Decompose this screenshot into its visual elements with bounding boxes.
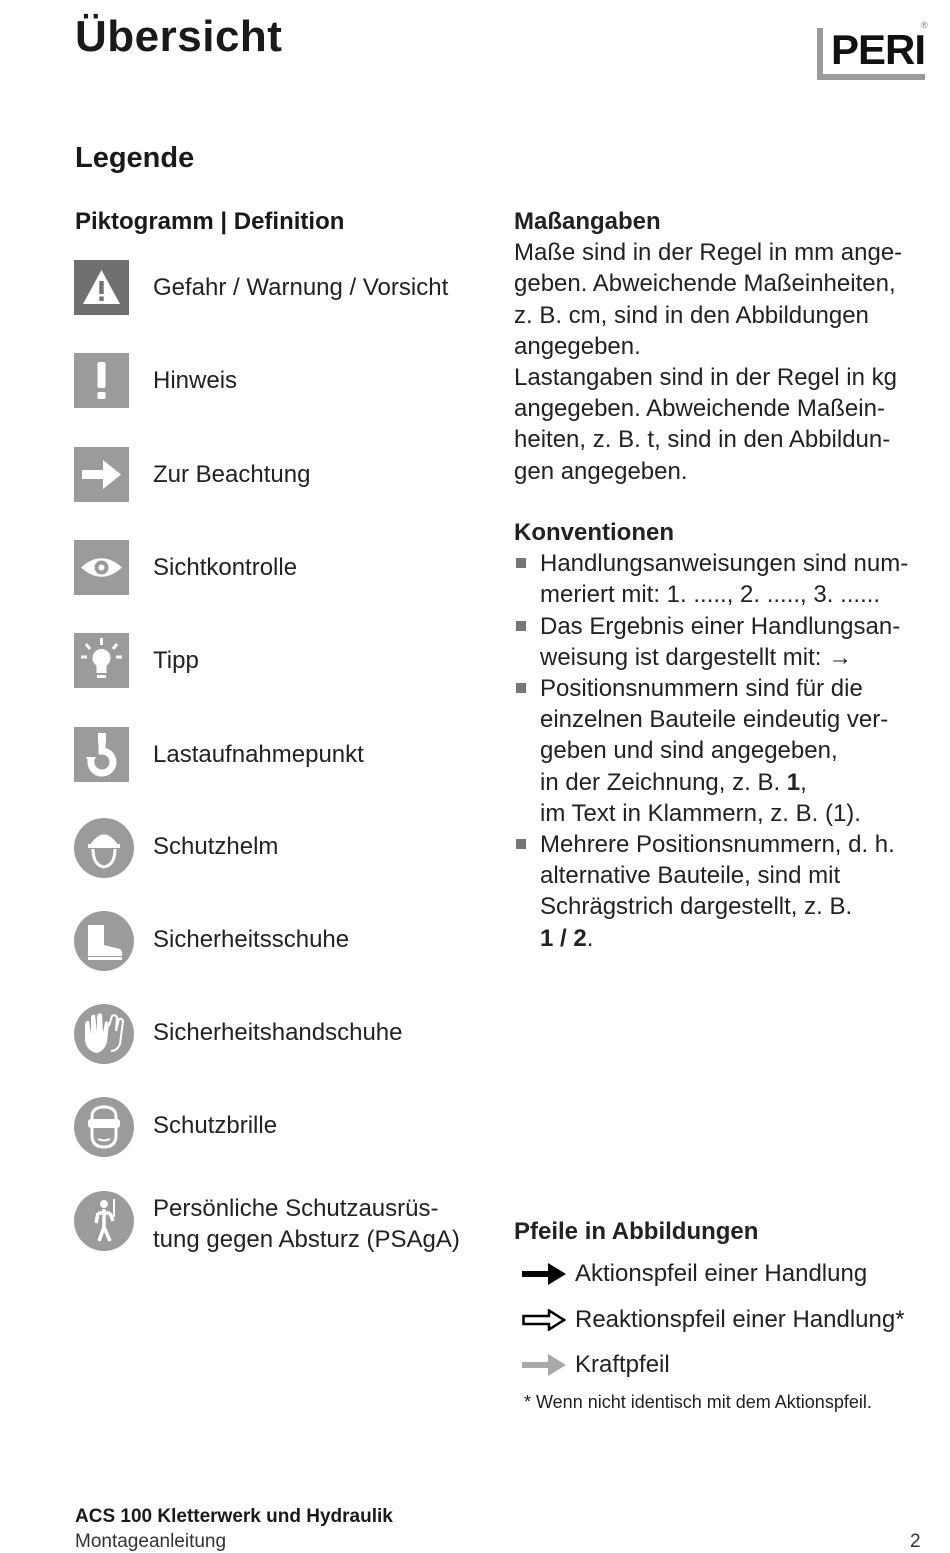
pictogram-row-tipp <box>74 633 494 689</box>
text-line: gen angegeben. <box>514 457 688 485</box>
arrow-legend-label: Kraftpfeil <box>575 1351 670 1378</box>
arrow-legend-row <box>522 1348 942 1388</box>
arrow-legend-label: Reaktionspfeil einer Handlung* <box>575 1306 905 1333</box>
text-line: Schrägstrich dargestellt, z. B. <box>540 893 853 921</box>
page-title: Übersicht <box>75 12 283 61</box>
safety-boot-icon <box>74 911 134 971</box>
pictogram-row-psaga <box>74 1191 494 1261</box>
bullet-square-icon <box>516 683 526 693</box>
pictogram-row-lastaufnahme <box>74 727 494 783</box>
text-fragment: in der Zeichnung, z. B. <box>540 768 787 796</box>
warning-triangle-icon <box>74 260 129 315</box>
pictogram-label: Zur Beachtung <box>153 461 311 488</box>
crane-hook-icon <box>74 727 129 782</box>
text-line: meriert mit: 1. ....., 2. ....., 3. ...... <box>540 581 881 609</box>
harness-icon <box>74 1191 134 1251</box>
text-line: Das Ergebnis einer Handlungsan- <box>540 612 901 640</box>
bullet-square-icon <box>516 621 526 631</box>
text-line: im Text in Klammern, z. B. (1). <box>540 799 861 827</box>
pictogram-label: Sicherheitshandschuhe <box>153 1019 403 1046</box>
action-arrow-icon <box>522 1263 566 1285</box>
page-number: 2 <box>910 1531 921 1552</box>
konventionen-list <box>514 548 934 954</box>
konventionen-section <box>514 517 934 954</box>
text-fragment: . <box>586 924 594 952</box>
logo-registered-mark: ® <box>921 20 928 30</box>
pictogram-label <box>153 1193 460 1255</box>
text-line: weisung ist dargestellt mit: → <box>540 643 853 671</box>
konventionen-heading: Konventionen <box>514 519 674 546</box>
peri-logo <box>817 18 931 80</box>
pictogram-label: Schutzhelm <box>153 833 279 860</box>
text-line <box>540 923 934 954</box>
goggles-icon <box>74 1097 134 1157</box>
pfeile-heading-text: Pfeile in Abbildungen <box>514 1218 759 1245</box>
logo-text: PERI <box>831 26 926 73</box>
pictogram-label: Schutzbrille <box>153 1112 278 1139</box>
massangaben-heading: Maßangaben <box>514 208 661 235</box>
footnote: * Wenn nicht identisch mit dem Aktionspfeil. <box>524 1392 872 1412</box>
footer-subtitle: Montageanleitung <box>75 1531 227 1552</box>
text-line: Handlungsanweisungen sind num- <box>540 550 909 578</box>
pictogram-row-schutzhelm <box>74 818 494 874</box>
list-item <box>514 829 934 954</box>
pictogram-label: Sicherheitsschuhe <box>153 926 350 953</box>
pictogram-row-handschuhe <box>74 1004 494 1060</box>
text-line: z. B. cm, sind in den Abbildungen <box>514 301 869 329</box>
bullet-square-icon <box>516 558 526 568</box>
pictogram-label: Tipp <box>153 647 199 674</box>
pictogram-row-schutzbrille <box>74 1097 494 1153</box>
force-arrow-icon <box>522 1354 566 1376</box>
arrow-legend-label: Aktionspfeil einer Handlung <box>575 1260 868 1287</box>
pictogram-row-hinweis <box>74 353 494 409</box>
pictogram-label: Sichtkontrolle <box>153 554 298 581</box>
text-line: geben. Abweichende Maßeinheiten, <box>514 270 896 298</box>
pictogram-label: Hinweis <box>153 367 238 394</box>
list-item <box>514 611 934 673</box>
text-line: angegeben. Abweichende Maßein- <box>514 395 885 423</box>
text-line: alternative Bauteile, sind mit <box>540 862 841 890</box>
pictogram-row-beachtung <box>74 447 494 503</box>
pictogram-row-sichtkontrolle <box>74 540 494 596</box>
pfeile-heading <box>514 1216 934 1247</box>
pictogram-heading: Piktogramm | Definition <box>75 208 345 235</box>
text-line: Mehrere Positionsnummern, d. h. <box>540 831 895 859</box>
exclamation-icon <box>74 353 129 408</box>
pictogram-row-warning <box>74 260 494 316</box>
pictogram-label: Gefahr / Warnung / Vorsicht <box>153 274 449 301</box>
list-item <box>514 673 934 829</box>
arrow-right-icon <box>74 447 129 502</box>
text-line: Lastangaben sind in der Regel in kg <box>514 364 897 392</box>
text-fragment: , <box>800 768 807 796</box>
text-line: heiten, z. B. t, sind in den Abbildun- <box>514 426 891 454</box>
text-line: angegeben. <box>514 332 641 360</box>
pictogram-label-line: Persönliche Schutzausrüs- <box>153 1195 439 1222</box>
reaction-arrow-icon <box>522 1309 566 1331</box>
text-line: geben und sind angegeben, <box>540 737 838 765</box>
text-line <box>540 767 934 798</box>
position-numbers: 1 / 2 <box>540 924 587 952</box>
list-item <box>514 548 934 610</box>
position-number: 1 <box>786 768 801 796</box>
section-title-legende: Legende <box>75 142 195 174</box>
eye-icon <box>74 540 129 595</box>
pictogram-row-sicherheitsschuhe <box>74 911 494 967</box>
pictogram-label: Lastaufnahmepunkt <box>153 741 364 768</box>
lightbulb-icon <box>74 633 129 688</box>
helmet-icon <box>74 818 134 878</box>
text-line: Maße sind in der Regel in mm ange- <box>514 239 903 267</box>
footer-title: ACS 100 Kletterwerk und Hydraulik <box>75 1506 393 1527</box>
pictogram-label-line: tung gegen Absturz (PSAgA) <box>153 1226 460 1253</box>
gloves-icon <box>74 1004 134 1064</box>
text-line: einzelnen Bauteile eindeutig ver- <box>540 706 889 734</box>
arrow-legend-row <box>522 1303 942 1343</box>
arrow-legend-row <box>522 1257 942 1297</box>
bullet-square-icon <box>516 839 526 849</box>
massangaben-section <box>514 206 934 487</box>
text-line: Positionsnummern sind für die <box>540 675 863 703</box>
